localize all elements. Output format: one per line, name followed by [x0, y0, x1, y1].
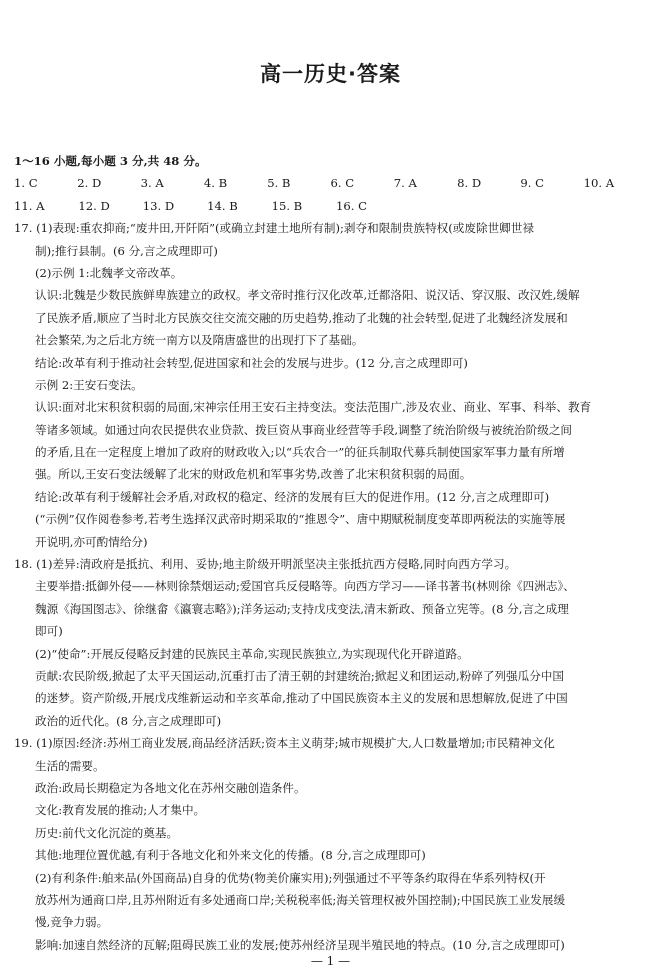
q19-line: 政治:政局长期稳定为各地文化在苏州交融创造条件。 [35, 780, 306, 795]
q17-line: (“示例”仅作阅卷参考,若考生选择汉武帝时期采取的“推恩令”、唐中期赋税制度变革即两税法的实施等展 [35, 512, 566, 527]
answer-item: 3. A [140, 176, 164, 191]
q17-line: 示例 2:王安石变法。 [35, 377, 143, 392]
page-title: 高一历史·答案 [260, 62, 401, 86]
answer-item: 13. D [142, 198, 175, 213]
q17-line: 开说明,亦可酌情给分) [35, 534, 148, 549]
q17-line: 的矛盾,且在一定程度上增加了政府的财政收入;以“兵农合一”的征兵制取代募兵制使国家军事力量有所增 [35, 445, 565, 460]
q19-line: 生活的需要。 [35, 758, 105, 773]
q18-line: (2)“使命”:开展反侵略反封建的民族民主革命,实现民族独立,为实现现代化开辟道路。 [35, 646, 469, 661]
answer-item: 14. B [207, 198, 238, 213]
q17-line: 认识:面对北宋积贫积弱的局面,宋神宗任用王安石主持变法。变法范围广,涉及农业、商业、军事、科举、教育 [35, 400, 592, 415]
answer-item: 9. C [520, 176, 544, 191]
answer-item: 7. A [393, 176, 417, 191]
q19-line: 历史:前代文化沉淀的奠基。 [35, 825, 179, 840]
answer-item: 5. B [267, 176, 291, 191]
answer-body [14, 150, 647, 956]
q19-line: 慢,竞争力弱。 [35, 915, 109, 930]
q17-line: 结论:改革有利于缓解社会矛盾,对政权的稳定、经济的发展有巨大的促进作用。(12 分,言之成理即可) [35, 489, 550, 504]
answer-row-1 [14, 172, 647, 194]
answer-item: 2. D [77, 176, 102, 191]
q19-line: 19. (1)原因:经济:苏州工商业发展,商品经济活跃;资本主义萌芽;城市规模扩大,人口数量增加;市民精神文化 [14, 736, 555, 751]
answer-item: 4. B [203, 176, 228, 191]
answer-row-2 [14, 195, 647, 217]
q17-line: 等诸多领域。如通过向农民提供农业贷款、拨巨资从事商业经营等手段,调整了统治阶级与被统治阶级之间 [35, 422, 573, 437]
q18-line: 贡献:农民阶级,掀起了太平天国运动,沉重打击了清王朝的封建统治;掀起义和团运动,粉碎了列强瓜分中国 [35, 668, 564, 683]
q17-line: 制);推行县制。(6 分,言之成理即可) [35, 243, 218, 258]
q18-line: 即可) [35, 624, 63, 639]
mc-intro: 1～16 小题,每小题 3 分,共 48 分。 [14, 154, 207, 168]
q17-line: 社会繁荣,为之后北方统一南方以及隋唐盛世的出现打下了基础。 [35, 333, 364, 348]
q18-line: 政治的近代化。(8 分,言之成理即可) [35, 713, 222, 728]
q17-line: (2)示例 1:北魏孝文帝改革。 [35, 265, 183, 280]
answer-item: 10. A [583, 176, 615, 191]
answer-item: 6. C [330, 176, 355, 191]
answer-item: 1. C [14, 176, 38, 191]
q17-line: 认识:北魏是少数民族鲜卑族建立的政权。孝文帝时推行汉化改革,迁都洛阳、说汉话、穿汉服、改汉姓,缓解 [35, 288, 580, 303]
answer-item: 11. A [14, 198, 45, 213]
q18-line: 的迷梦。资产阶级,开展戊戌维新运动和辛亥革命,推动了中国民族资本主义的发展和思想解放,促进了中国 [35, 691, 568, 706]
q18-line: 主要举措:抵御外侵——林则徐禁烟运动;爱国官兵反侵略等。向西方学习——译书著书(林则徐《四洲志》、 [35, 579, 575, 594]
q18-line: 魏源《海国图志》、徐继畲《瀛寰志略》);洋务运动;支持戊戌变法,清末新政、预备立宪等。(8 分,言之成理 [35, 601, 569, 616]
q19-line: 文化:教育发展的推动;人才集中。 [35, 803, 206, 818]
q17-line: 强。所以,王安石变法缓解了北宋的财政危机和军事劣势,改善了北宋积贫积弱的局面。 [35, 467, 472, 482]
answer-item: 8. D [457, 176, 482, 191]
answer-item: 16. C [335, 198, 367, 213]
q17-line: 结论:改革有利于推动社会转型,促进国家和社会的发展与进步。(12 分,言之成理即可) [35, 355, 468, 370]
q17-line: 了民族矛盾,顺应了当时北方民族交往交流交融的历史趋势,推动了北魏的社会转型,促进了北魏经济发展和 [35, 310, 568, 325]
q19-line: 影响:加速自然经济的瓦解;阻碍民族工业的发展;使苏州经济呈现半殖民地的特点。(10 分,言之成理即可) [35, 937, 565, 952]
answer-item: 15. B [271, 198, 303, 213]
q19-line: 其他:地理位置优越,有利于各地文化和外来文化的传播。(8 分,言之成理即可) [35, 848, 426, 863]
page-number: — 1 — [310, 954, 351, 968]
q18-line: 18. (1)差异:清政府是抵抗、利用、妥协;地主阶级开明派坚决主张抵抗西方侵略,同时向西方学习。 [14, 557, 517, 572]
q19-line: (2)有利条件:舶来品(外国商品)自身的优势(物美价廉实用);列强通过不平等条约取得在华系列特权(开 [35, 870, 546, 885]
q19-line: 放苏州为通商口岸,且苏州附近有多处通商口岸;关税税率低;海关管理权被外国控制);中国民族工业发展缓 [35, 892, 566, 907]
answer-item: 12. D [78, 198, 110, 213]
q17-line: 17. (1)表现:重农抑商;“废井田,开阡陌”(或确立封建土地所有制);剥夺和限制贵族特权(或废除世卿世禄 [14, 221, 534, 236]
